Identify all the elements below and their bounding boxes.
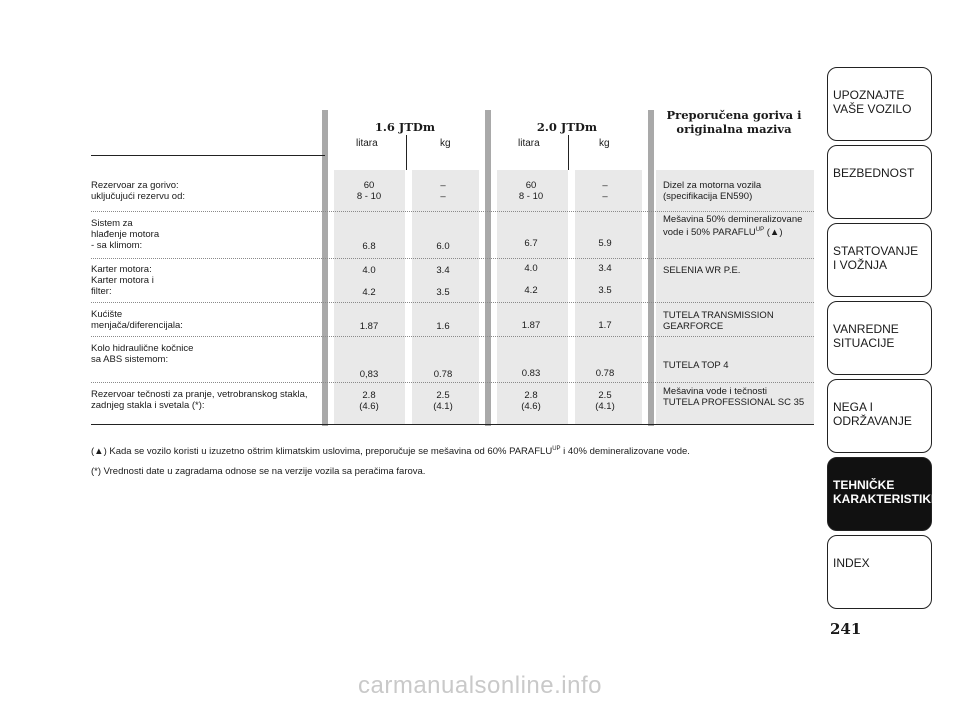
spec-gearbox: TUTELA TRANSMISSION GEARFORCE	[663, 310, 774, 332]
spec-coolant-tail: (▲)	[764, 227, 783, 239]
e1-kg: 3.4 3.5	[436, 265, 450, 298]
cell-shade	[497, 170, 568, 424]
row-separator	[91, 258, 814, 259]
header-rule	[91, 155, 325, 156]
tab-startovanje[interactable]: STARTOVANJE I VOŽNJA	[827, 223, 932, 297]
e2-kg: 3.4 3.5	[598, 263, 612, 296]
e1-liters: 6.8	[362, 241, 376, 252]
tab-tehnicke-active[interactable]: TEHNIČKE KARAKTERISTIKE	[827, 457, 932, 531]
e1-kg: 2.5 (4.1)	[433, 390, 453, 412]
spec-washer: Mešavina vode i tečnosti TUTELA PROFESSIONAL SC 35	[663, 386, 805, 408]
e2-kg: 0.78	[595, 368, 615, 379]
footnote-paraflu-tail: i 40% demineralizovane vode.	[560, 446, 690, 458]
spec-coolant-sup: UP	[755, 227, 765, 233]
tab-nega[interactable]: NEGA I ODRŽAVANJE	[827, 379, 932, 453]
e2-liters: 60 8 - 10	[518, 180, 544, 202]
tab-index[interactable]: INDEX	[827, 535, 932, 609]
e2-liters: 6.7	[524, 238, 538, 249]
spec-engine-oil: SELENIA WR P.E.	[663, 265, 741, 276]
spec-fuel: Dizel za motorna vozila (specifikacija EN590)	[663, 180, 762, 202]
spec-coolant	[663, 214, 813, 238]
column-band	[648, 110, 654, 426]
cell-shade	[575, 170, 642, 424]
row-separator	[91, 211, 814, 212]
tab-bezbednost[interactable]: BEZBEDNOST	[827, 145, 932, 219]
e1-liters: 4.0 4.2	[362, 265, 376, 298]
row-label-brakes: Kolo hidraulične kočnice sa ABS sistemom:	[91, 343, 194, 365]
row-separator	[91, 336, 814, 337]
unit-kg-e1: kg	[440, 138, 451, 149]
e2-kg: 5.9	[598, 238, 612, 249]
row-separator	[91, 382, 814, 383]
column-band	[485, 110, 491, 426]
e1-kg: 6.0	[436, 241, 450, 252]
e1-liters: 0,83	[359, 369, 379, 380]
unit-divider	[406, 135, 407, 170]
tab-upoznajte[interactable]: UPOZNAJTE VAŠE VOZILO	[827, 67, 932, 141]
e1-kg: – –	[440, 180, 446, 202]
table-bottom-rule	[91, 424, 814, 425]
e2-liters: 4.0 4.2	[524, 263, 538, 296]
spec-brake-fluid: TUTELA TOP 4	[663, 360, 729, 371]
row-label-washer: Rezervoar tečnosti za pranje, vetrobranskog stakla, zadnjeg stakla i svetala (*):	[91, 389, 308, 411]
spec-coolant-text: Mešavina 50% demineralizovane vode i 50% PARAFLU	[663, 214, 803, 239]
row-separator	[91, 302, 814, 303]
row-label-cooling: Sistem za hlađenje motora - sa klimom:	[91, 218, 160, 251]
e1-kg: 0.78	[433, 369, 453, 380]
e1-liters: 1.87	[359, 321, 379, 332]
engine1-header: 1.6 JTDm	[374, 120, 436, 134]
page-number: 241	[830, 620, 862, 638]
footnote-paraflu-text: (▲) Kada se vozilo koristi u izuzetno oštrim klimatskim uslovima, preporučuje se mešavina od 60% PARAFLU	[91, 446, 553, 458]
e2-liters: 0.83	[521, 368, 541, 379]
e2-liters: 2.8 (4.6)	[521, 390, 541, 412]
unit-liters-e2: litara	[518, 138, 540, 149]
footnote-headlamp-washers: (*) Vrednosti date u zagradama odnose se na verzije vozila sa peračima farova.	[91, 466, 426, 477]
unit-liters-e1: litara	[356, 138, 378, 149]
e1-liters: 2.8 (4.6)	[359, 390, 379, 412]
watermark: carmanualsonline.info	[358, 672, 602, 699]
e2-kg: 2.5 (4.1)	[595, 390, 615, 412]
unit-divider	[568, 135, 569, 170]
unit-kg-e2: kg	[599, 138, 610, 149]
e2-kg: 1.7	[598, 320, 612, 331]
engine2-header: 2.0 JTDm	[536, 120, 598, 134]
lubricants-header: Preporučena goriva i originalna maziva	[666, 108, 802, 136]
tab-vanredne[interactable]: VANREDNE SITUACIJE	[827, 301, 932, 375]
row-label-fuel-tank: Rezervoar za gorivo: uključujući rezervu od:	[91, 180, 185, 202]
e1-liters: 60 8 - 10	[356, 180, 382, 202]
row-label-gearbox: Kućište menjača/diferencijala:	[91, 309, 183, 331]
row-label-engine-sump: Karter motora: Karter motora i filter:	[91, 264, 154, 297]
footnote-paraflu-sup: UP	[552, 446, 561, 452]
column-band	[322, 110, 328, 426]
e2-liters: 1.87	[521, 320, 541, 331]
footnote-paraflu	[91, 446, 690, 457]
e1-kg: 1.6	[436, 321, 450, 332]
e2-kg: – –	[602, 180, 608, 202]
